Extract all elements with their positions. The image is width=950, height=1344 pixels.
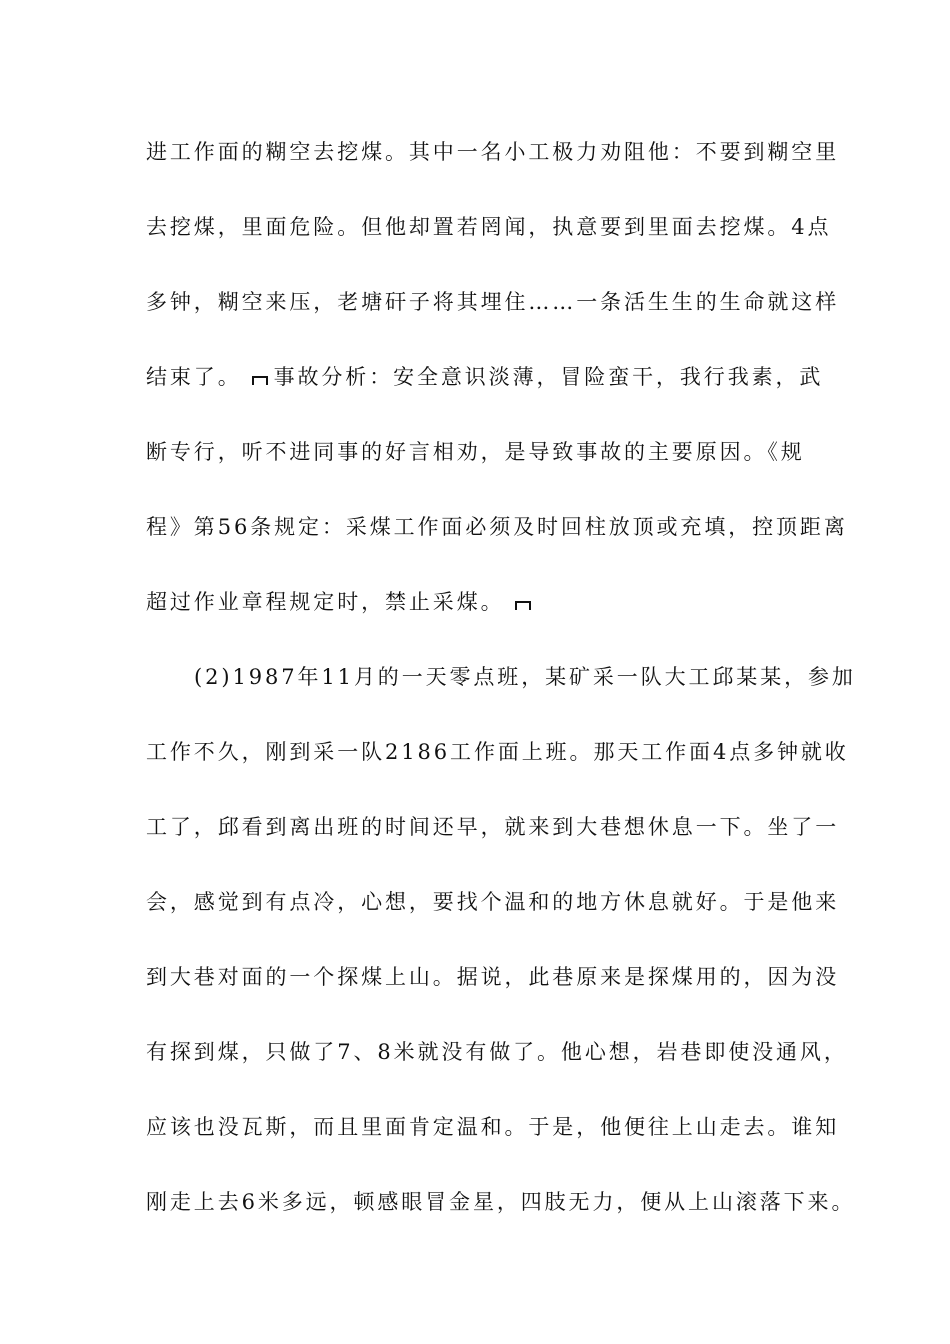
text-line: 进工作面的糊空去挖煤。其中一名小工极力劝阻他：不要到糊空里 (146, 140, 840, 164)
text-line: 工了，邱看到离出班的时间还早，就来到大巷想休息一下。坐了一 (146, 815, 840, 839)
text-segment: 超过作业章程规定时，禁止采煤。 (146, 590, 505, 614)
text-line: 应该也没瓦斯，而且里面肯定温和。于是，他便往上山走去。谁知 (146, 1115, 840, 1139)
text-line: 工作不久，刚到采一队2186工作面上班。那天工作面4点多钟就收 (146, 740, 849, 764)
text-line: 多钟，糊空来压，老塘矸子将其埋住……一条活生生的生命就这样 (146, 290, 840, 314)
text-line: 断专行，听不进同事的好言相劝，是导致事故的主要原因。《规 (146, 440, 805, 464)
text-segment: 事故分析：安全意识淡薄，冒险蛮干，我行我素，武 (273, 365, 824, 389)
text-line-with-mark (146, 357, 826, 432)
text-line: 去挖煤，里面危险。但他却置若罔闻，执意要到里面去挖煤。4点 (146, 215, 832, 239)
text-line: 程》第56条规定：采煤工作面必须及时回柱放顶或充填，控顶距离 (146, 515, 848, 539)
text-line: 会，感觉到有点冷，心想，要找个温和的地方休息就好。于是他来 (146, 890, 840, 914)
text-line: (2)1987年11月的一天零点班，某矿采一队大工邱某某，参加 (194, 665, 856, 689)
text-line: 刚走上去6米多远，顿感眼冒金星，四肢无力，便从上山滚落下来。 (146, 1190, 856, 1214)
document-body (146, 132, 856, 1257)
text-segment: 结束了。 (146, 365, 242, 389)
paragraph-mark-icon (252, 376, 268, 385)
text-line: 到大巷对面的一个探煤上山。据说，此巷原来是探煤用的，因为没 (146, 965, 840, 989)
paragraph-mark-icon (515, 601, 531, 610)
text-line: 有探到煤，只做了7、8米就没有做了。他心想，岩巷即使没通风， (146, 1040, 848, 1064)
text-line-with-mark (146, 582, 826, 657)
